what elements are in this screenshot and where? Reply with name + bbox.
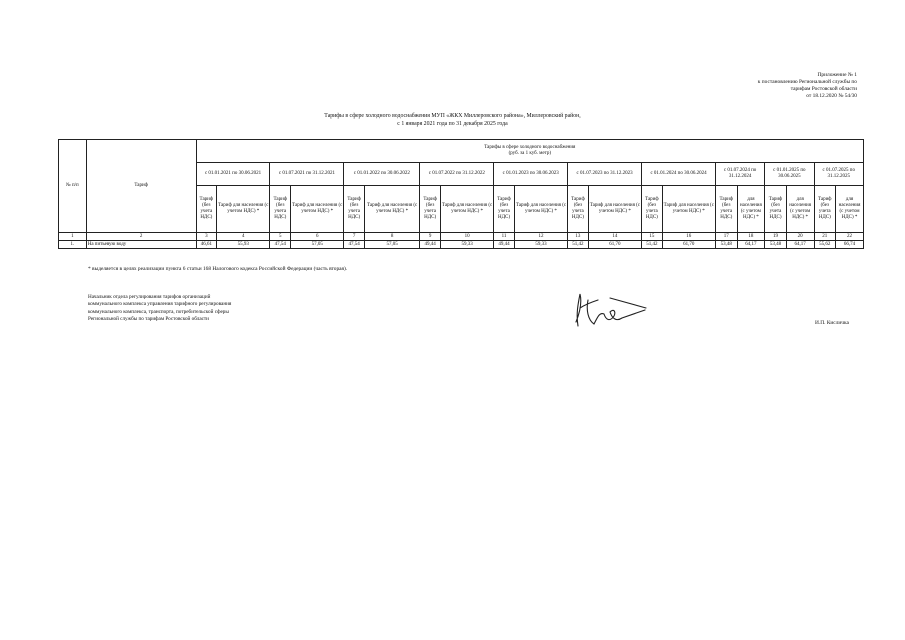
column-number: 4 [217,233,270,241]
column-number: 9 [420,233,441,241]
table-cell: 57,05 [364,241,419,249]
signer-line: коммунального комплекса, транспорта, потребительской сферы [88,308,229,315]
table-cell: 66,74 [836,241,864,249]
signer-line: Региональной службы по тарифам Ростовской области [88,316,209,323]
table-cell: 53,48 [715,241,737,249]
subheader-no-vat: Тариф (без учета НДС) [642,186,663,233]
period-header: с 01.07.2021 по 31.12.2021 [270,163,344,186]
table-cell: 59,33 [514,241,567,249]
table-cell: 53,48 [765,241,787,249]
column-number: 1 [59,233,87,241]
column-number: 13 [568,233,589,241]
column-number: 20 [786,233,814,241]
column-number: 3 [196,233,217,241]
column-number: 11 [494,233,515,241]
table-body [59,241,864,249]
appendix-line: Приложение № 1 [817,72,857,78]
column-number: 12 [514,233,567,241]
row-num: 1. [59,241,87,249]
column-number: 2 [86,233,196,241]
column-number: 7 [344,233,365,241]
subheader-no-vat: Тариф (без учета НДС) [344,186,365,233]
signer-position [88,294,338,324]
column-number: 14 [588,233,641,241]
period-header: с 01.01.2025 по 30.06.2025 [765,163,814,186]
header-group [196,140,863,163]
table-cell: 59,33 [440,241,493,249]
subheader-no-vat: Тариф (без учета НДС) [494,186,515,233]
header-group-line: Тарифы в сфере холодного водоснабжения [484,145,576,150]
subheader-with-vat: Тариф для населения (с учетом НДС) * [217,186,270,233]
table-cell: 55,93 [217,241,270,249]
subheader-no-vat: Тариф (без учета НДС) [420,186,441,233]
subheader-no-vat: Тариф (без учета НДС) [196,186,217,233]
column-number: 8 [364,233,419,241]
table-cell: 47,54 [270,241,291,249]
column-number: 16 [662,233,715,241]
subheader-with-vat: Тариф для населения (с учетом НДС) * [588,186,641,233]
period-header: с 01.01.2023 по 30.06.2023 [494,163,568,186]
column-number: 15 [642,233,663,241]
signer-line: коммунального комплекса управления тарифного регулирования [88,301,232,308]
period-header: с 01.01.2024 по 30.06.2024 [642,163,716,186]
subheader-with-vat: для населения (с учетом НДС) * [786,186,814,233]
table-cell: 51,42 [568,241,589,249]
table-cell: 46,61 [196,241,217,249]
appendix-line: тарифам Ростовской области [790,86,857,92]
period-header: с 01.01.2022 по 30.06.2022 [344,163,420,186]
column-number: 22 [836,233,864,241]
column-number: 5 [270,233,291,241]
table-cell: 57,05 [291,241,344,249]
table-cell: 51,42 [642,241,663,249]
period-header: с 01.07.2024 по 31.12.2024 [715,163,764,186]
period-header: с 01.07.2023 по 31.12.2023 [568,163,642,186]
table-cell: 64,17 [786,241,814,249]
column-number: 19 [765,233,787,241]
subheader-with-vat: для населения (с учетом НДС) * [737,186,765,233]
table-row [59,241,864,249]
signer-line: Начальник отдела регулирования тарифов организаций [88,294,211,300]
column-number: 17 [715,233,737,241]
column-number: 21 [814,233,836,241]
subheader-with-vat: Тариф для населения (с учетом НДС) * [662,186,715,233]
tariff-table [58,139,864,249]
subheader-no-vat: Тариф (без учета НДС) [715,186,737,233]
table-cell: 55,62 [814,241,836,249]
column-number: 10 [440,233,493,241]
period-header: с 01.07.2025 по 31.12.2025 [814,163,864,186]
subheader-no-vat: Тариф (без учета НДС) [765,186,787,233]
header-group-line: (руб. за 1 куб. метр) [508,151,551,156]
title-line: с 1 января 2021 года по 31 декабря 2025 года [397,121,508,127]
table-cell: 61,70 [588,241,641,249]
header-tariff: Тариф [86,140,196,233]
subheader-with-vat: Тариф для населения (с учетом НДС) * [440,186,493,233]
subheader-no-vat: Тариф (без учета НДС) [568,186,589,233]
subheader-no-vat: Тариф (без учета НДС) [814,186,836,233]
table-cell: 64,17 [737,241,765,249]
column-number-row [59,233,864,241]
subheader-with-vat: Тариф для населения (с учетом НДС) * [291,186,344,233]
column-number: 18 [737,233,765,241]
period-header: с 01.07.2022 по 31.12.2022 [420,163,494,186]
subheader-with-vat: Тариф для населения (с учетом НДС) * [514,186,567,233]
subheader-no-vat: Тариф (без учета НДС) [270,186,291,233]
title-line: Тарифы в сфере холодного водоснабжения МУП «ЖКХ Миллеровского района», Миллеровский район, [324,113,581,119]
subheader-with-vat: для населения (с учетом НДС) * [836,186,864,233]
header-num: № п/п [59,140,87,233]
footnote: * выделяется в целях реализации пункта 6 статьи 168 Налогового кодекса Российской Федерации (часть вторая). [88,266,348,272]
appendix-header [657,72,857,100]
document-title [200,112,705,128]
appendix-line: к постановлению Региональной службы по [757,79,857,85]
signer-name: И.П. Кисличка [815,320,849,326]
row-name: На питьевую воду [86,241,196,249]
table-cell: 61,70 [662,241,715,249]
column-number: 6 [291,233,344,241]
period-header: с 01.01.2021 по 30.06.2021 [196,163,270,186]
subheader-with-vat: Тариф для населения (с учетом НДС) * [364,186,419,233]
table-cell: 49,44 [494,241,515,249]
handwritten-signature [570,290,650,335]
table-cell: 49,44 [420,241,441,249]
table-cell: 47,54 [344,241,365,249]
appendix-line: от 18.12.2020 № 54/30 [806,93,857,99]
